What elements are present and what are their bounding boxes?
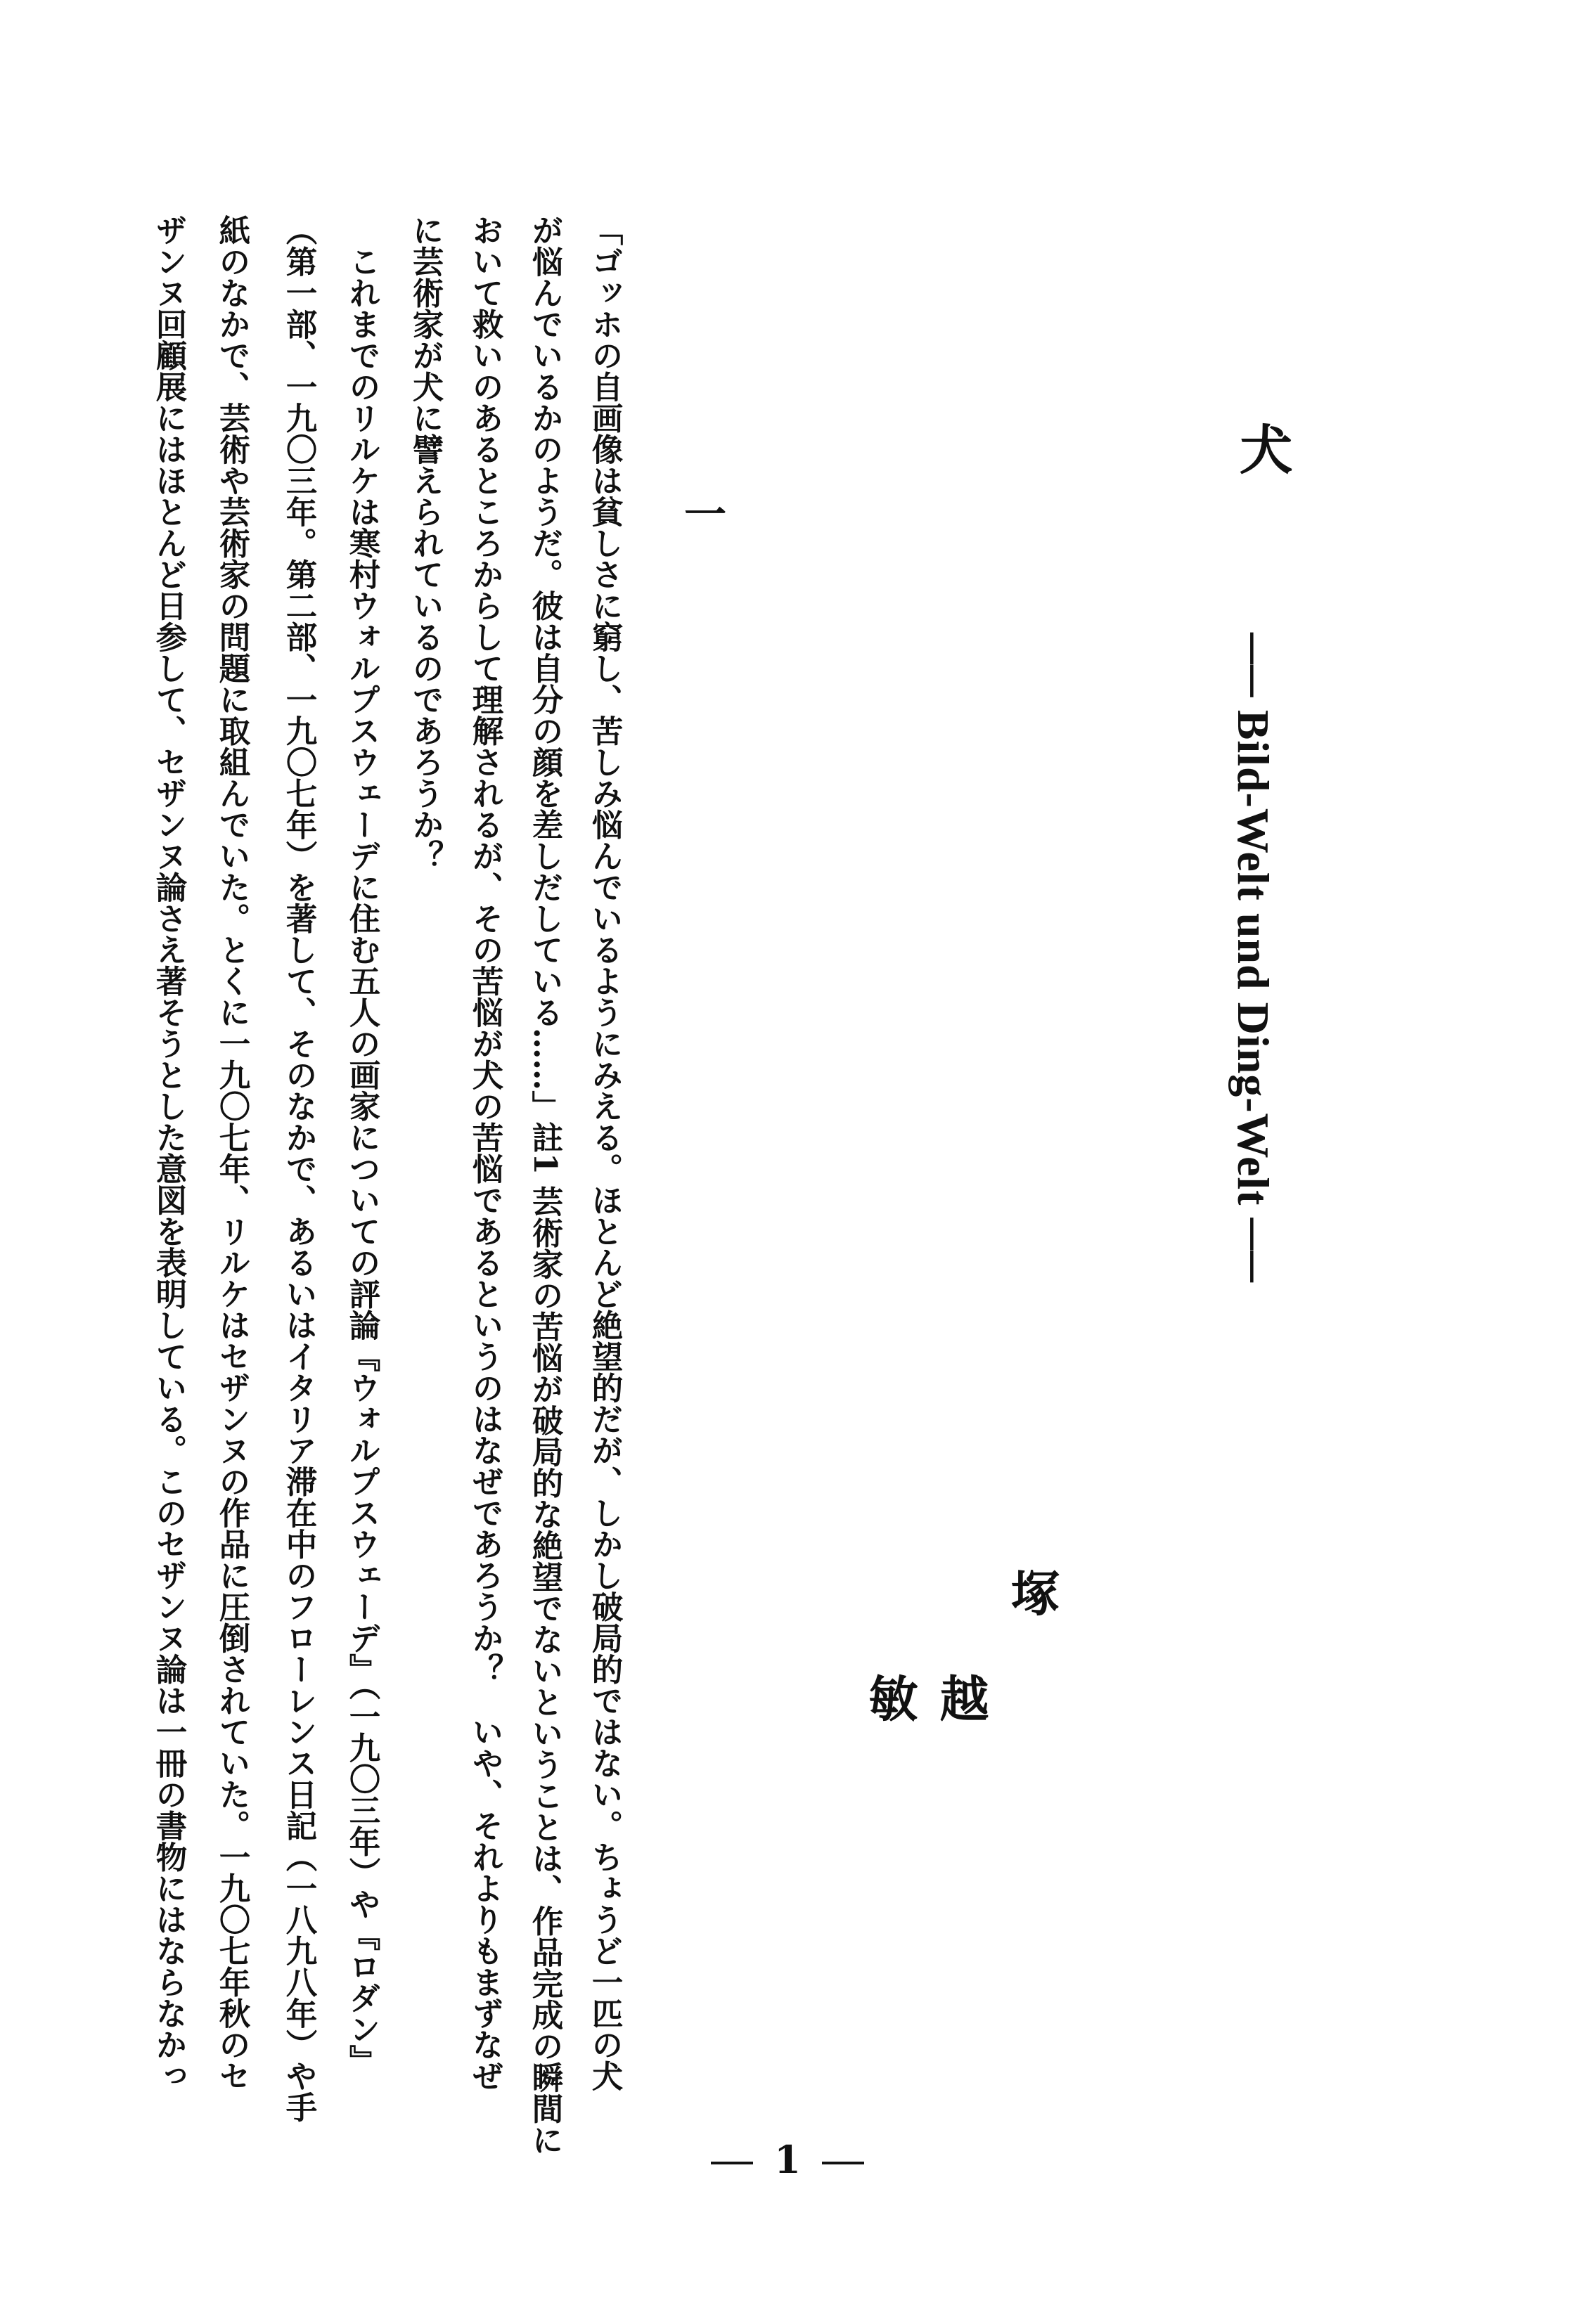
page-number-dash bbox=[822, 2162, 864, 2164]
author-char: 塚 bbox=[1003, 1568, 1061, 1617]
author-char: 越 bbox=[932, 1673, 990, 1722]
body-line: 「ゴッホの自画像は貧しさに窮し、苦しみ悩んでいるようにみえる。ほとんど絶望的だが、しかし破局的ではない。ちょうど一匹の犬 bbox=[586, 214, 623, 2091]
page-number bbox=[0, 2137, 1575, 2182]
article-subtitle: ── Bild-Welt und Ding-Welt ── bbox=[1228, 633, 1278, 1284]
body-line: （第一部、一九〇三年。第二部、一九〇七年）を著して、そのなかで、あるいはイタリア滞在中のフローレンス日記（一八九八年）や手 bbox=[281, 214, 317, 2123]
page-number-value: 1 bbox=[774, 2137, 801, 2182]
article-title: 犬 bbox=[1230, 422, 1293, 475]
author-char: 敏 bbox=[861, 1673, 919, 1722]
body-line: 紙のなかで、芸術や芸術家の問題に取組んでいた。とくに一九〇七年、リルケはセザンヌの作品に圧倒されていた。一九〇七年秋のセ bbox=[214, 214, 250, 2091]
body-line: が悩んでいるかのようだ。彼は自分の顔を差しだしている……」註1 芸術家の苦悩が破局的な絶望でないということは、作品完成の瞬間に bbox=[527, 214, 563, 2155]
body-line: に芸術家が犬に譬えられているのであろうか？ bbox=[407, 214, 444, 872]
body-line: これまでのリルケは寒村ウォルプスウェーデに住む五人の画家についての評論『ウォルプスウェーデ』（一九〇三年）や『ロダン』 bbox=[344, 214, 380, 2076]
body-line: ザンヌ回顧展にはほとんど日参して、セザンヌ論さえ著そうとした意図を表明している。このセザンヌ論は一冊の書物にはならなかっ bbox=[150, 214, 187, 2091]
author-name bbox=[854, 1568, 1067, 1722]
page-number-dash bbox=[711, 2162, 753, 2164]
section-number: 一 bbox=[677, 492, 726, 534]
body-line: おいて救いのあるところからして理解されるが、その苦悩が犬の苦悩であるというのはなぜであろうか？ いや、それよりもまずなぜ bbox=[467, 214, 503, 2091]
